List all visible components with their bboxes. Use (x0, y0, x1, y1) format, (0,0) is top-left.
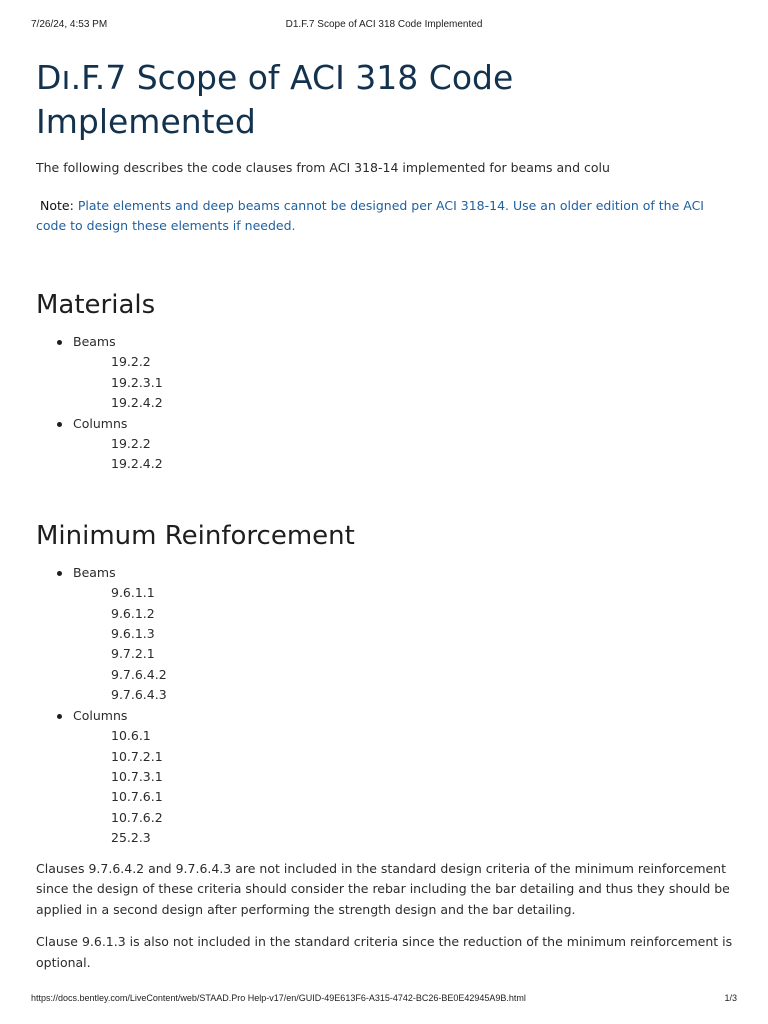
clause-item: 9.6.1.1 (111, 585, 155, 601)
clause-item: 19.2.3.1 (111, 374, 163, 390)
materials-group-beams (73, 332, 736, 414)
clause-item: 19.2.2 (111, 436, 151, 452)
clause-list (73, 583, 736, 705)
min-reinforcement-paragraph-2: Clause 9.6.1.3 is also not included in the standard criteria since the reduction of the minimum reinforcement is optional. (36, 934, 733, 970)
intro-paragraph: The following describes the code clauses from ACI 318-14 implemented for beams and colu (36, 160, 610, 175)
clause-list (73, 434, 736, 475)
clause-item: 10.7.2.1 (111, 748, 163, 764)
group-label: Beams (73, 334, 116, 349)
clause-item: 9.7.2.1 (111, 646, 155, 662)
min-reinforcement-list (36, 563, 736, 849)
print-header (31, 19, 737, 33)
group-label: Beams (73, 564, 116, 580)
note-callout (36, 196, 736, 236)
bullet-icon (57, 340, 62, 345)
page-title: Dı.F.7 Scope of ACI 318 Code Implemented (36, 58, 514, 141)
group-label: Columns (73, 415, 128, 431)
clause-item: 9.6.1.2 (111, 605, 155, 621)
clause-item: 10.7.6.2 (111, 809, 163, 825)
group-label: Columns (73, 707, 128, 723)
bullet-icon (57, 571, 62, 576)
clause-item: 9.6.1.3 (111, 626, 155, 642)
clause-item: 10.6.1 (111, 728, 151, 744)
clause-item: 10.7.3.1 (111, 768, 163, 784)
clause-list (73, 726, 736, 848)
min-reinforcement-group-beams (73, 563, 736, 706)
materials-list (36, 332, 736, 475)
min-reinforcement-heading: Minimum Reinforcement (36, 520, 355, 551)
clause-item: 9.7.6.4.3 (111, 687, 167, 703)
bullet-icon (57, 422, 62, 427)
clause-item: 19.2.2 (111, 354, 151, 370)
clause-item: 25.2.3 (111, 830, 151, 846)
clause-list (73, 352, 736, 413)
print-date: 7/26/24, 4:53 PM (31, 19, 108, 30)
page-count: 1/3 (724, 993, 737, 1003)
print-title: D1.F.7 Scope of ACI 318 Code Implemented (285, 19, 483, 30)
page-url: https://docs.bentley.com/LiveContent/web/STAAD.Pro Help-v17/en/GUID-49E613F6-A315-4742-BC26-BE0E42945A9B.html (31, 993, 526, 1003)
note-label: Note: (40, 198, 74, 213)
print-footer (31, 993, 737, 1007)
clause-item: 19.2.4.2 (111, 395, 163, 411)
materials-heading: Materials (36, 290, 156, 320)
min-reinforcement-group-columns (73, 706, 736, 849)
page-content (36, 50, 736, 974)
clause-item: 19.2.4.2 (111, 456, 163, 472)
materials-group-columns (73, 414, 736, 475)
clause-item: 10.7.6.1 (111, 789, 163, 805)
min-reinforcement-paragraph-1: Clauses 9.7.6.4.2 and 9.7.6.4.3 are not included in the standard design criteria of the minimum reinforcement since the design of these criteria should consider the rebar including the bar detailing and thus they should be applied in a second design after performing the strength design and the bar detailing. (36, 860, 730, 917)
note-text: Plate elements and deep beams cannot be designed per ACI 318-14. Use an older edition of the ACI code to design these elements if needed. (36, 198, 704, 233)
clause-item: 9.7.6.4.2 (111, 666, 167, 682)
bullet-icon (57, 714, 62, 719)
